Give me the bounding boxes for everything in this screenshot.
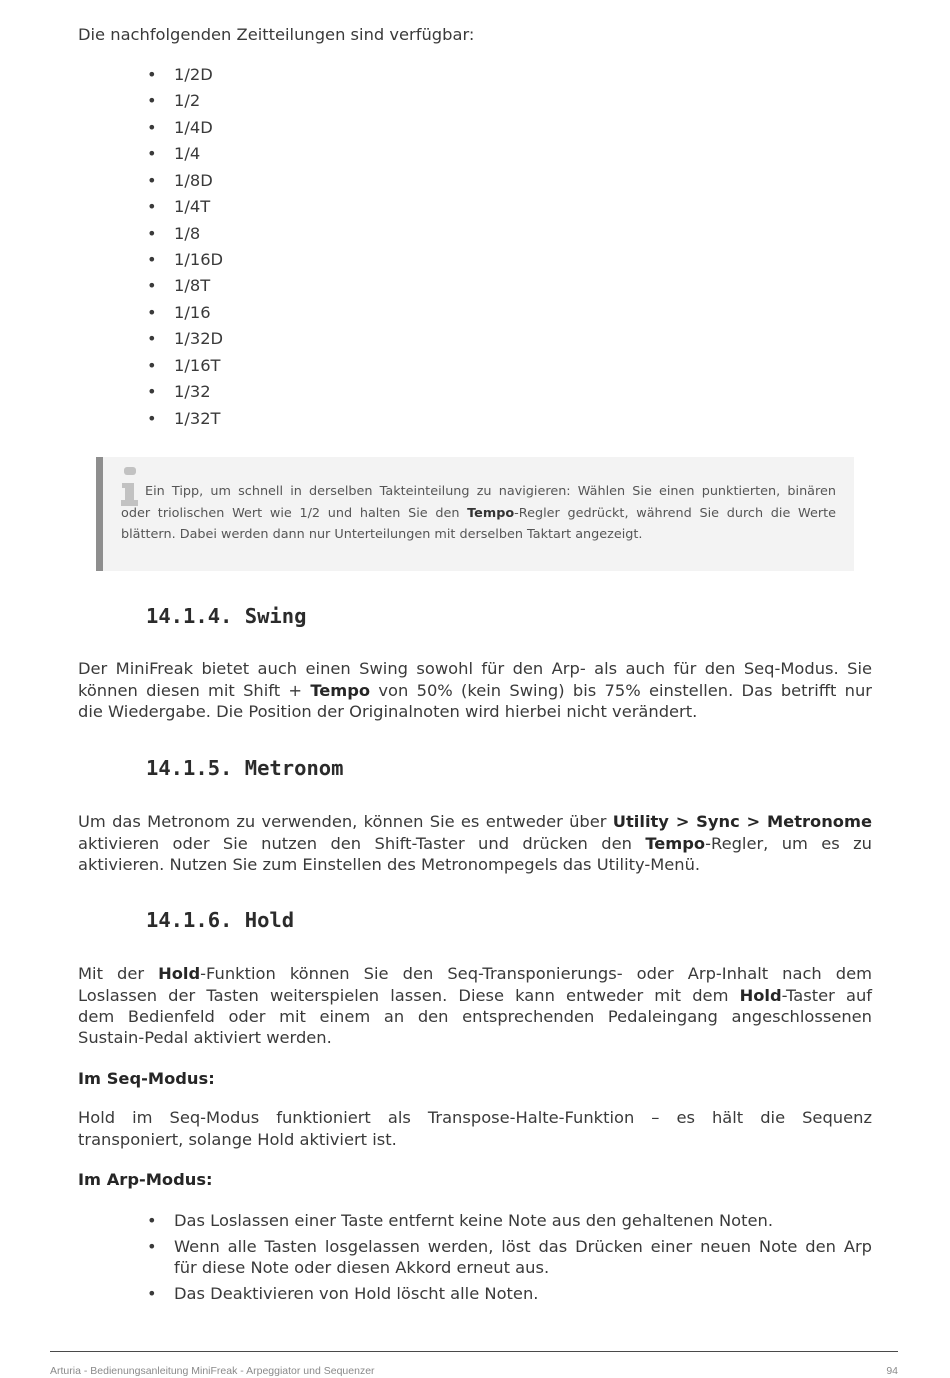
text-segment: Um das Metronom zu verwenden, können Sie es entweder über bbox=[78, 812, 613, 832]
list-item-line: • Das Deaktivieren von Hold löscht alle Noten. bbox=[174, 1283, 539, 1303]
bold-term: Tempo bbox=[645, 833, 706, 853]
list-item: • 1/16 bbox=[174, 300, 474, 326]
paragraph-line bbox=[78, 1006, 872, 1027]
list-item: • 1/16D bbox=[174, 247, 474, 273]
text-segment: blättern. Dabei werden dann nur Unterteilungen mit derselben Taktart angezeigt. bbox=[121, 527, 643, 543]
bold-term: Utility > Sync > Metronome bbox=[612, 812, 872, 832]
tip-line bbox=[121, 524, 836, 546]
list-item bbox=[174, 1236, 872, 1278]
time-division-list bbox=[174, 62, 474, 432]
text-segment: können diesen mit Shift + bbox=[78, 680, 311, 700]
paragraph-line bbox=[78, 701, 872, 723]
text-segment: Ein Tipp, um schnell in derselben Takteinteilung zu navigieren: Wählen Sie einen punktierten, binären bbox=[145, 484, 836, 500]
paragraph-line bbox=[78, 833, 872, 855]
intro-text: Die nachfolgenden Zeitteilungen sind verfügbar: bbox=[78, 25, 475, 45]
text-segment: -Taster auf bbox=[781, 985, 873, 1005]
paragraph-line: Hold im Seq-Modus funktioniert als Transpose-Halte-Funktion – es hält die Sequenz bbox=[78, 1108, 872, 1128]
text-segment: Loslassen der Tasten weiterspielen lassen. Diese kann entweder mit dem bbox=[78, 985, 740, 1005]
list-item: • 1/4D bbox=[174, 115, 474, 141]
page-number: 94 bbox=[886, 1365, 898, 1377]
metronom-paragraph bbox=[78, 811, 872, 876]
list-item: • 1/2 bbox=[174, 88, 474, 114]
footer-divider bbox=[50, 1351, 898, 1352]
paragraph-line bbox=[78, 658, 872, 680]
list-item: • 1/4 bbox=[174, 141, 474, 167]
paragraph-line bbox=[78, 985, 872, 1006]
swing-paragraph bbox=[78, 658, 872, 723]
list-item-line: für diese Note oder diesen Akkord erneut aus. bbox=[174, 1257, 550, 1277]
text-segment: von 50% (kein Swing) bis 75% einstellen. Das betrifft nur bbox=[370, 680, 872, 700]
list-item: • 1/8 bbox=[174, 221, 474, 247]
text-segment: die Wiedergabe. Die Position der Originalnoten wird hierbei nicht verändert. bbox=[78, 702, 698, 722]
text-segment: Der MiniFreak bietet auch einen Swing sowohl für den Arp- als auch für den Seq-Modus. Sie bbox=[78, 659, 872, 679]
list-item: • 1/32 bbox=[174, 379, 474, 405]
list-item: • 1/16T bbox=[174, 353, 474, 379]
bold-term: Tempo bbox=[467, 505, 515, 521]
footer-title: Arturia - Bedienungsanleitung MiniFreak - Arpeggiator und Sequenzer bbox=[50, 1365, 375, 1377]
bold-term: Hold bbox=[739, 985, 782, 1005]
list-item: • 1/4T bbox=[174, 194, 474, 220]
text-segment: oder triolischen Wert wie 1/2 und halten Sie den bbox=[121, 505, 468, 521]
text-segment: aktivieren. Nutzen Sie zum Einstellen des Metronompegels das Utility-Menü. bbox=[78, 855, 701, 875]
paragraph-line: transponiert, solange Hold aktiviert ist. bbox=[78, 1129, 397, 1149]
paragraph-line bbox=[78, 963, 872, 984]
list-item: • 1/8T bbox=[174, 273, 474, 299]
paragraph-line bbox=[78, 1027, 872, 1048]
list-item: • 1/32T bbox=[174, 406, 474, 432]
tip-line bbox=[121, 503, 836, 525]
text-segment: aktivieren oder Sie nutzen den Shift-Taster und drücken den bbox=[78, 833, 646, 853]
text-segment: Mit der bbox=[78, 964, 159, 984]
list-item: • 1/8D bbox=[174, 168, 474, 194]
section-heading-hold: 14.1.6. Hold bbox=[146, 908, 295, 932]
text-segment: -Regler gedrückt, während Sie durch die Werte bbox=[514, 505, 836, 521]
section-heading-swing: 14.1.4. Swing bbox=[146, 604, 307, 628]
list-item-line: • Das Loslassen einer Taste entfernt keine Note aus den gehaltenen Noten. bbox=[174, 1210, 774, 1230]
list-item bbox=[174, 1210, 872, 1231]
bold-term: Tempo bbox=[310, 680, 371, 700]
bold-term: Hold bbox=[158, 964, 201, 984]
text-segment: Sustain-Pedal aktiviert werden. bbox=[78, 1028, 332, 1048]
section-heading-metronom: 14.1.5. Metronom bbox=[146, 756, 344, 780]
seq-mode-paragraph bbox=[78, 1107, 872, 1150]
hold-paragraph bbox=[78, 963, 872, 1048]
text-segment: -Funktion können Sie den Seq-Transponierungs- oder Arp-Inhalt nach dem bbox=[200, 964, 872, 984]
tip-box bbox=[96, 457, 854, 571]
paragraph-line bbox=[78, 854, 872, 876]
paragraph-line bbox=[78, 811, 872, 833]
text-segment: -Regler, um es zu bbox=[705, 833, 872, 853]
list-item: • 1/32D bbox=[174, 326, 474, 352]
text-segment: dem Bedienfeld oder mit einem an den entsprechenden Pedaleingang angeschlossenen bbox=[78, 1006, 872, 1026]
seq-mode-label: Im Seq-Modus: bbox=[78, 1069, 215, 1089]
paragraph-line bbox=[78, 680, 872, 702]
arp-mode-label: Im Arp-Modus: bbox=[78, 1170, 213, 1190]
list-item bbox=[174, 1283, 872, 1304]
tip-text bbox=[121, 481, 836, 546]
list-item-line: • Wenn alle Tasten losgelassen werden, löst das Drücken einer neuen Note den Arp bbox=[174, 1236, 872, 1256]
tip-line bbox=[121, 481, 836, 503]
arp-mode-list bbox=[174, 1210, 872, 1309]
list-item: • 1/2D bbox=[174, 62, 474, 88]
